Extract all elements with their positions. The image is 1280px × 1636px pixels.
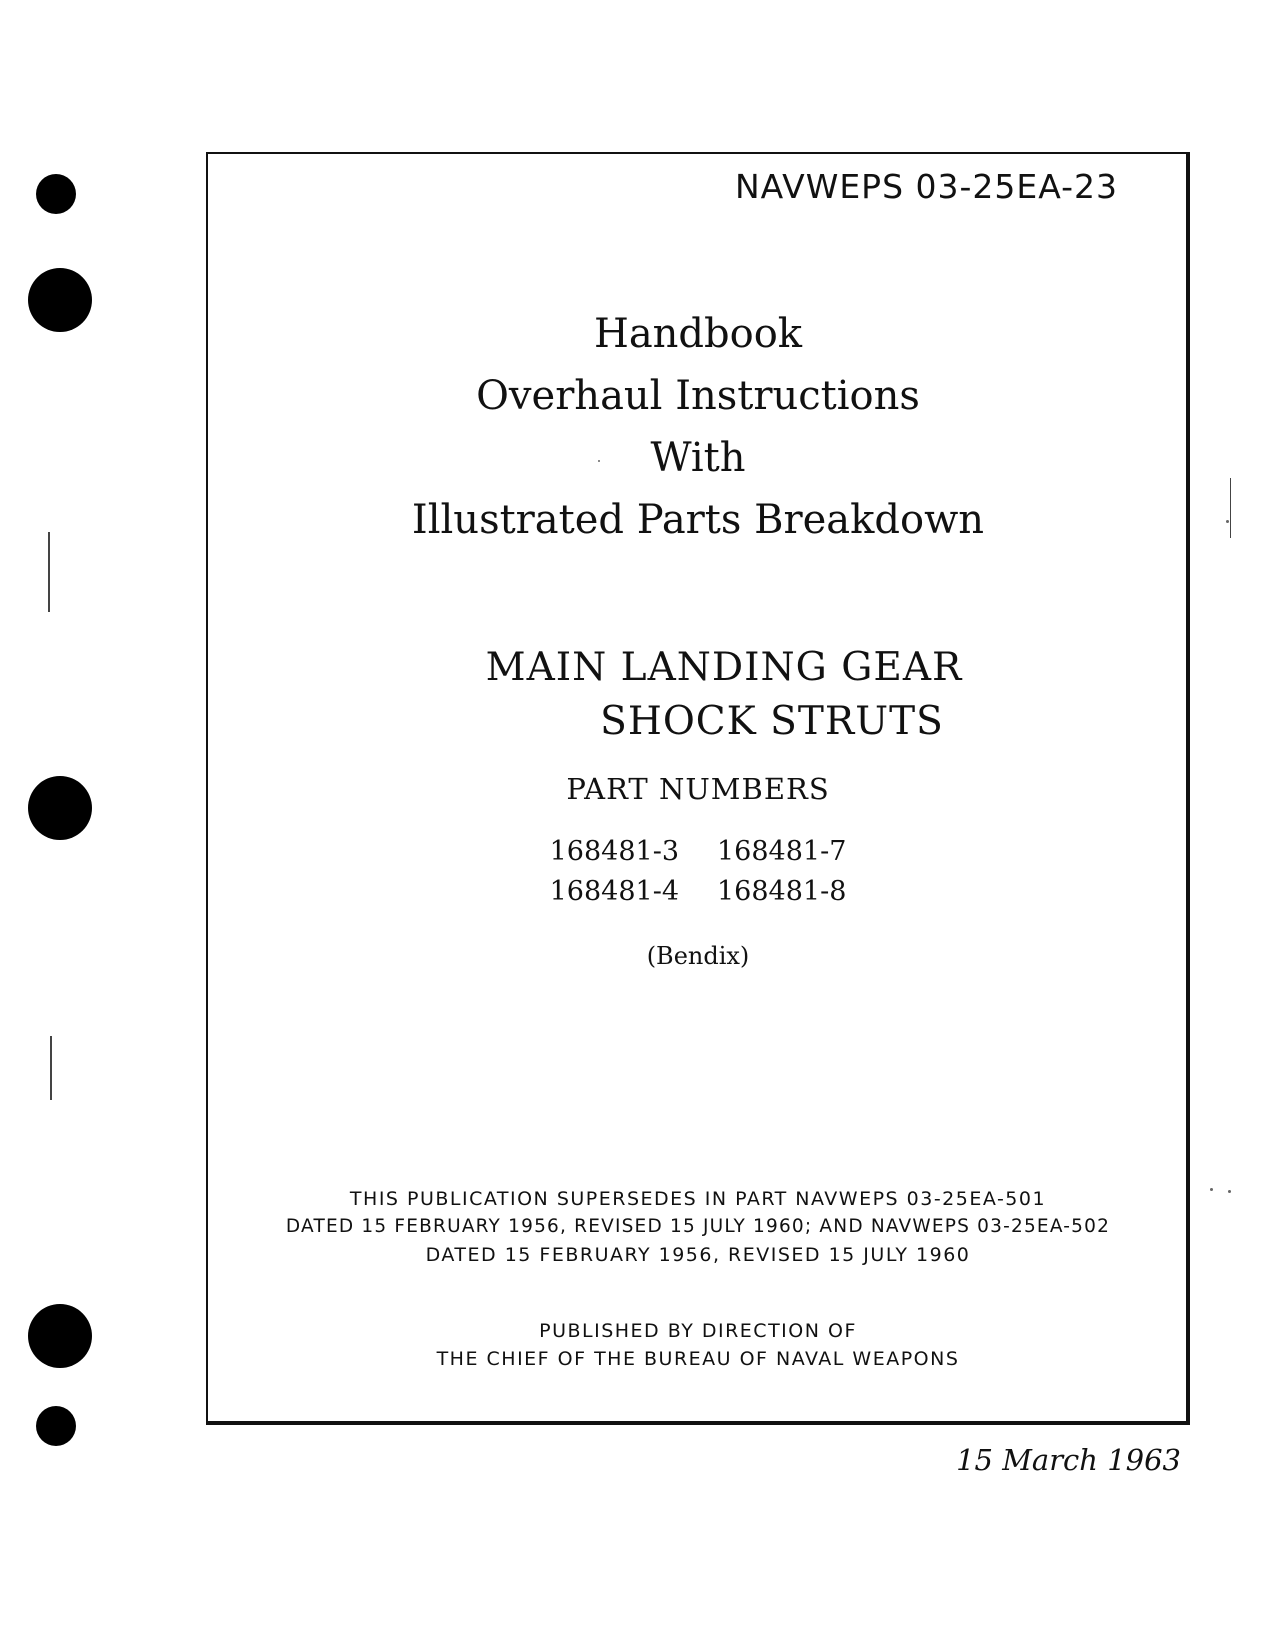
part-number-row	[206, 838, 1190, 865]
subject-line-1: MAIN LANDING GEAR	[485, 645, 963, 690]
part-number: 168481-7	[717, 836, 847, 867]
title-line-4: Illustrated Parts Breakdown	[411, 497, 985, 543]
scan-edge-speck	[1210, 1188, 1213, 1191]
scan-edge-mark	[1230, 478, 1231, 538]
part-number: 168481-8	[717, 876, 847, 907]
title-line-3: With	[650, 435, 746, 481]
supersedes-line-2: DATED 15 FEBRUARY 1956, REVISED 15 JULY 1960; AND NAVWEPS 03-25EA-502	[285, 1216, 1111, 1237]
part-number: 168481-4	[549, 876, 679, 907]
scan-edge-speck	[1226, 520, 1229, 523]
manufacturer: (Bendix)	[646, 942, 750, 970]
subject-line-2: SHOCK STRUTS	[600, 699, 944, 744]
part-number-row	[206, 878, 1190, 905]
title-line-2: Overhaul Instructions	[476, 373, 920, 419]
publication-date: 15 March 1963	[956, 1443, 1181, 1477]
punch-hole	[28, 776, 92, 840]
publication-number: NAVWEPS 03-25EA-23	[734, 167, 1118, 206]
published-by-line-2: THE CHIEF OF THE BUREAU OF NAVAL WEAPONS	[436, 1348, 960, 1370]
part-numbers-heading: PART NUMBERS	[566, 772, 830, 806]
punch-hole	[36, 1406, 76, 1446]
published-by-line-1: PUBLISHED BY DIRECTION OF	[539, 1320, 857, 1342]
supersedes-line-3: DATED 15 FEBRUARY 1956, REVISED 15 JULY 1960	[425, 1244, 971, 1266]
part-number: 168481-3	[549, 836, 679, 867]
title-line-1: Handbook	[593, 311, 803, 357]
scan-edge-mark	[50, 1036, 52, 1100]
scan-edge-mark	[48, 532, 50, 612]
punch-hole	[28, 268, 92, 332]
punch-hole	[28, 1304, 92, 1368]
supersedes-line-1: THIS PUBLICATION SUPERSEDES IN PART NAVWEPS 03-25EA-501	[349, 1188, 1047, 1210]
scan-edge-speck	[1228, 1190, 1231, 1193]
